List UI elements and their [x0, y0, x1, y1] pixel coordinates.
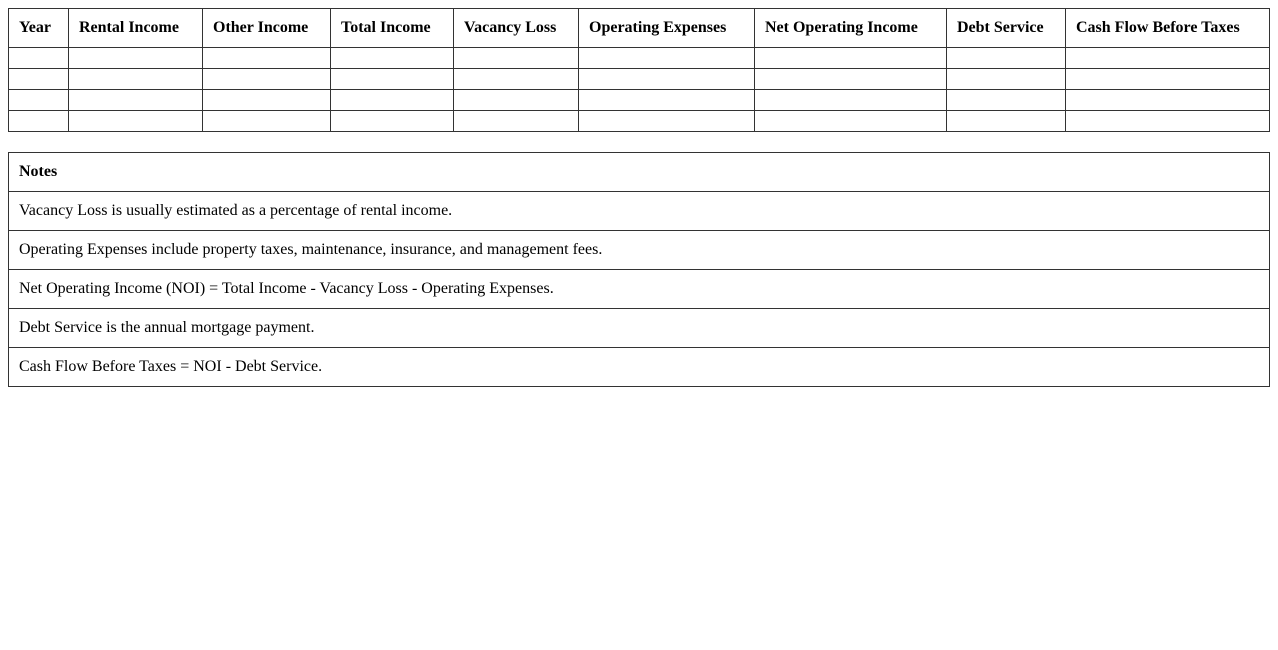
table-cell: [454, 90, 579, 111]
notes-header-row: [9, 153, 1270, 192]
table-cell: [331, 111, 454, 132]
column-header-other-income: Other Income: [203, 9, 331, 48]
table-cell: [947, 111, 1066, 132]
table-cell: [454, 111, 579, 132]
table-cell: [331, 69, 454, 90]
table-cell: [203, 48, 331, 69]
table-cell: [454, 48, 579, 69]
note-operating-expenses: Operating Expenses include property taxes, maintenance, insurance, and management fees.: [9, 231, 1270, 270]
note-row: [9, 348, 1270, 387]
table-row: [9, 69, 1270, 90]
table-cell: [69, 69, 203, 90]
table-cell: [947, 69, 1066, 90]
column-header-vacancy-loss: Vacancy Loss: [454, 9, 579, 48]
note-cash-flow-formula: Cash Flow Before Taxes = NOI - Debt Service.: [9, 348, 1270, 387]
column-header-cash-flow-before-taxes: Cash Flow Before Taxes: [1066, 9, 1270, 48]
table-row: [9, 48, 1270, 69]
table-cell: [579, 90, 755, 111]
table-cell: [947, 48, 1066, 69]
notes-table: [8, 152, 1270, 387]
column-header-net-operating-income: Net Operating Income: [755, 9, 947, 48]
table-cell: [755, 90, 947, 111]
table-cell: [9, 90, 69, 111]
notes-header: Notes: [9, 153, 1270, 192]
table-cell: [9, 48, 69, 69]
table-cell: [579, 48, 755, 69]
table-cell: [454, 69, 579, 90]
note-row: [9, 309, 1270, 348]
table-cell: [1066, 111, 1270, 132]
note-noi-formula: Net Operating Income (NOI) = Total Income - Vacancy Loss - Operating Expenses.: [9, 270, 1270, 309]
table-cell: [1066, 48, 1270, 69]
column-header-operating-expenses: Operating Expenses: [579, 9, 755, 48]
table-cell: [1066, 90, 1270, 111]
table-header-row: [9, 9, 1270, 48]
table-cell: [69, 48, 203, 69]
column-header-rental-income: Rental Income: [69, 9, 203, 48]
cash-flow-table: [8, 8, 1270, 132]
table-row: [9, 90, 1270, 111]
table-cell: [203, 69, 331, 90]
table-cell: [755, 48, 947, 69]
note-row: [9, 270, 1270, 309]
table-row: [9, 111, 1270, 132]
table-cell: [69, 111, 203, 132]
table-cell: [9, 111, 69, 132]
note-row: [9, 192, 1270, 231]
column-header-total-income: Total Income: [331, 9, 454, 48]
table-cell: [755, 111, 947, 132]
table-cell: [203, 111, 331, 132]
table-cell: [69, 90, 203, 111]
column-header-debt-service: Debt Service: [947, 9, 1066, 48]
table-cell: [579, 69, 755, 90]
table-cell: [755, 69, 947, 90]
table-cell: [9, 69, 69, 90]
table-cell: [947, 90, 1066, 111]
table-cell: [331, 48, 454, 69]
note-row: [9, 231, 1270, 270]
column-header-year: Year: [9, 9, 69, 48]
table-cell: [331, 90, 454, 111]
note-debt-service: Debt Service is the annual mortgage payment.: [9, 309, 1270, 348]
note-vacancy-loss: Vacancy Loss is usually estimated as a percentage of rental income.: [9, 192, 1270, 231]
table-cell: [579, 111, 755, 132]
table-cell: [1066, 69, 1270, 90]
table-cell: [203, 90, 331, 111]
